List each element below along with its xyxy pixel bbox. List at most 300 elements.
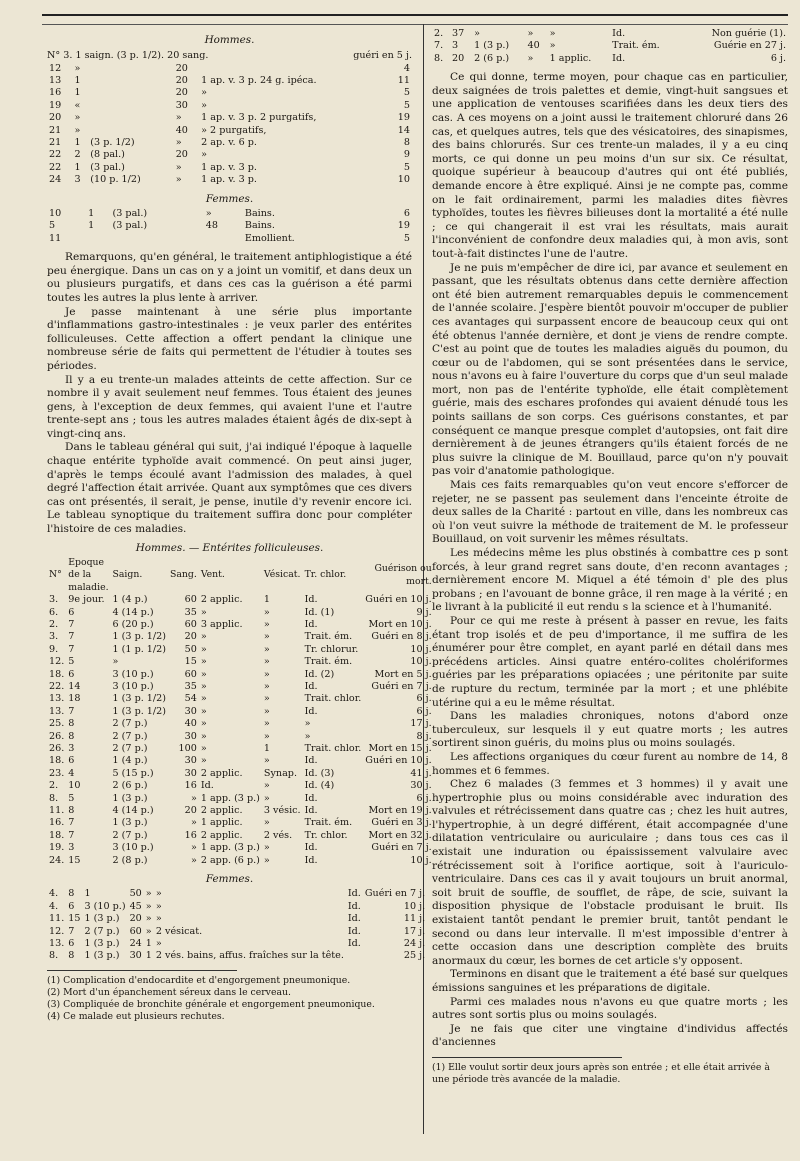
table-cell: 1 (4 p.) [112, 755, 148, 767]
table-cell: 26. [49, 730, 65, 742]
femmes-table [47, 208, 412, 245]
table-row [47, 926, 427, 938]
table-row [47, 174, 412, 186]
paragraph: Chez 6 malades (3 femmes et 3 hommes) il y avait une hypertrophie plus ou moins considérable avec induration des valvules et rétrécissement dans quatre cas ; chez les huit autres, l'hypertrophie, à un degré différent, était accompagnée d'une dilatation ventriculaire ou auriculaire ; dans tous ces cas il existait une induration ou épaississement valvulaire avec rétrécissement soit à l'orifice aortique, soit à l'auriculo-ventriculaire. Dans ces cas il y avait toujours un bruit anormal, soit bruit de souffle, de soufflet, de râpe, de scie, suivant la disposition physique de l'obstacle produisant le bruit. Ils existaient tantôt pendant le premier bruit, tantôt pendant le second ou dans leur intervalle. Il m'est impossible d'entrer à cette occasion dans une description complète des bruits anormaux du cœur, les bornes de cet article s'y opposent. [432, 778, 788, 967]
table-cell: 14 [397, 124, 410, 136]
table-cell: » [200, 681, 207, 692]
table-cell: (10 p. 1/2) [90, 174, 141, 186]
table-cell: Trait. ém. [612, 40, 660, 52]
entero-title: Hommes. — Entérites folliculeuses. [135, 541, 324, 554]
table-cell: (3 pal.) [112, 207, 148, 219]
table-cell: 20 [175, 75, 188, 86]
entero-femmes-title: Femmes. [205, 873, 254, 886]
table-row [47, 681, 434, 693]
table-cell: Id. [304, 842, 318, 854]
right-paragraphs [432, 71, 788, 1050]
table-cell: Trait. chlor. [304, 693, 362, 705]
table-cell: 2 vés. bains, affus. fraîches sur la tête. [155, 950, 344, 962]
table-cell: 4. [49, 888, 59, 900]
table-cell: Id. (1) [304, 606, 335, 618]
table-cell: 1 [74, 161, 81, 173]
table-cell: 60 [184, 618, 197, 630]
table-cell: (3 pal.) [90, 161, 125, 173]
table-cell: » [190, 842, 197, 854]
first-row: N° 3. 1 saign. (3 p. 1/2). 20 sang. guéri en 5 j. [47, 50, 412, 62]
table-cell: 50 [129, 888, 142, 900]
footnote: (2) Mort d'un épanchement séreux dans le cerveau. [47, 986, 291, 998]
table-cell: » [304, 718, 311, 730]
table-cell [86, 233, 110, 245]
table-cell: 6 [403, 207, 410, 219]
table-cell: 11 [397, 75, 410, 86]
paragraph: Terminons en disant que le traitement a été basé sur quelques émissions sanguines et les préparations de digitale. [432, 968, 788, 994]
table-cell: 7 [68, 643, 75, 655]
paragraph: Mais ces faits remarquables qu'on veut encore s'efforcer de rejeter, ne se passent pas seulement dans l'enceinte étroite de deux salles de la Charité : partout en ville, dans les nombreux cas où l'on veut suivre la méthode de traitement de M. le professeur Bouillaud, on voit survenir les mêmes résultats. [432, 479, 788, 546]
table-row [47, 768, 434, 780]
table-cell: » [304, 730, 311, 742]
table-cell: 1 ap. v. 3 p. 2 purgatifs, [201, 112, 317, 124]
column-header: Tr. chlor. [304, 569, 347, 581]
table-cell: 1 [88, 207, 95, 219]
left-column [47, 28, 432, 1023]
table-row [432, 40, 788, 52]
table-cell: 2 (6 p.) [112, 780, 148, 792]
table-cell: 1 app. (3 p.) [200, 842, 260, 854]
table-cell: 3 [68, 743, 75, 755]
table-row [47, 63, 412, 75]
table-cell: Id. [347, 900, 361, 912]
column-header: Saign. [112, 569, 143, 581]
table-cell: 54 [184, 693, 197, 705]
table-cell: 19. [49, 842, 65, 854]
column-header: N° [49, 569, 62, 581]
table-cell: 2 (8 p.) [112, 854, 148, 866]
table-cell: 30 [184, 755, 197, 767]
table-cell: Id. (3) [304, 767, 335, 779]
table-cell: 1 ap. v. 3 p. [201, 161, 257, 173]
table-cell: » [200, 730, 207, 742]
table-cell: 18 [68, 693, 81, 705]
table-cell: 8 [68, 950, 75, 962]
table-cell: 2 (6 p.) [474, 52, 510, 64]
table-cell: » [74, 124, 81, 136]
table-cell: 5 [403, 99, 410, 111]
table-cell: Id. [304, 792, 318, 804]
table-cell: 25 j. [403, 950, 426, 962]
table-row [47, 842, 434, 854]
table-cell: 1 (3 p. 1/2) [112, 693, 166, 705]
table-cell: 5 [403, 232, 410, 244]
table-cell: Mort en 19 j. [368, 805, 432, 817]
table-row [47, 888, 427, 900]
table-cell: 10 j. [403, 900, 426, 912]
footnote: (3) Compliquée de bronchite générale et engorgement pneumonique. [47, 998, 375, 1010]
right-footnote: (1) Elle voulut sortir deux jours après son entrée ; et elle était arrivée à une période très avancée de la maladie. [432, 1061, 770, 1085]
paragraph: Remarquons, qu'en général, le traitement antiphlogistique a été peu énergique. Dans un cas on y a joint un vomitif, et dans deux un ou plusieurs purgatifs, et dans ces cas la guérison a été parmi toutes les autres la plus lente à arriver. [47, 251, 412, 304]
top-rule [42, 14, 788, 25]
table-cell: Guéri en 7 j. [364, 888, 426, 900]
table-row [47, 607, 434, 619]
paragraph: Dans le tableau général qui suit, j'ai indiqué l'époque à laquelle chaque entérite typhoïde avait commencé. On peut ainsi juger, d'après le temps écoulé avant l'admission des malades, à quel degré l'affection était arrivée. Quant aux symptômes que ces divers cas ont présentés, il serait, je pense, inutile d'y revenir encore ici. Le tableau synoptique du traitement suffira donc pour compléter l'histoire de ces maladies. [47, 441, 412, 536]
table-cell: 3 vésic. [263, 805, 301, 817]
table-cell: 6 [68, 900, 75, 912]
table-cell: Guéri en 8 j. [371, 631, 432, 643]
table-cell: 20 [129, 913, 142, 925]
hommes-table [47, 63, 412, 187]
table-row [47, 938, 427, 950]
table-cell: 5 (15 p.) [112, 767, 154, 779]
table-cell: » [155, 938, 162, 950]
table-cell: 1 [84, 888, 91, 900]
table-cell: 3 (10 p.) [84, 900, 126, 912]
table-cell: 5 [403, 87, 410, 99]
table-cell: » [549, 28, 556, 39]
table-cell: 13 [49, 75, 62, 86]
table-cell: » [201, 149, 208, 161]
table-cell: 6 j. [770, 52, 786, 64]
footnote-rule [47, 970, 237, 971]
table-cell: 1 (4 p.) [112, 594, 148, 606]
table-cell: Id. [304, 705, 318, 717]
table-cell: 4 [68, 767, 75, 779]
table-cell: 2 applic. [200, 805, 243, 817]
table-cell: 15 [68, 854, 81, 866]
table-cell: 11. [49, 805, 65, 817]
table-cell: » [201, 99, 208, 111]
table-cell: 3 [74, 174, 81, 186]
table-cell: 1 (3 p.) [112, 792, 148, 804]
table-cell: 1 [74, 75, 81, 86]
table-cell: 24. [49, 854, 65, 866]
table-cell: 1 (1 p. 1/2) [112, 643, 166, 655]
table-cell: 8. [49, 792, 59, 804]
table-cell: 3 [451, 40, 459, 52]
table-cell: Id. (2) [304, 668, 335, 680]
table-cell [346, 950, 363, 962]
table-cell: 1 (3 p.) [474, 40, 510, 52]
table-cell: » [263, 693, 270, 705]
paragraph: Ce qui donne, terme moyen, pour chaque cas en particulier, deux saignées de trois palettes et demie, vingt-huit sangsues et une application de ventouses scarifiées dans les deux tiers des cas. A ces moyens on a joint aussi le traitement chloruré dans 26 cas, et quelques autres, tels que des vésicatoires, des sinapismes, des bains chlorurés. Sur ces trente-un malades, il y a eu cinq morts, ce qui donne un peu moins d'un sur six. Ce résultat, quoique supérieur à beaucoup d'autres qui ont été publiés, demande encore à être expliqué. Ainsi je ne compte pas, comme on le fait ordinairement, parmi les maladies dites fièvres typhoïdes, toutes les fièvres bilieuses dont la mortalité a été nulle ; ce qui changerait il est vrai les résultats, mais aurait l'inconvénient de confondre deux maladies qui, à mon avis, sont tout-à-fait distinctes l'une de l'autre. [432, 71, 788, 260]
table-cell: » [145, 913, 152, 925]
table-row [47, 830, 434, 842]
table-cell: 20 [175, 87, 188, 99]
table-cell: 2 (7 p.) [112, 718, 148, 730]
paragraph: Parmi ces malades nous n'avons eu que quatre morts ; les autres sont sortis plus ou moins soulagés. [432, 995, 788, 1022]
table-row [47, 855, 434, 867]
table-cell: Guérie en 27 j. [713, 40, 786, 52]
table-cell: 1 ap. v. 3 p. 24 g. ipéca. [201, 75, 317, 86]
table-cell: Trait. ém. [304, 656, 353, 668]
table-cell: 10 [49, 207, 62, 219]
table-cell: 10 [397, 174, 410, 186]
table-cell: » [155, 913, 162, 925]
table-cell: » [145, 900, 152, 912]
table-row [47, 743, 434, 755]
table-cell: » [200, 705, 207, 717]
table-cell: Id. [347, 925, 361, 937]
table-cell [88, 100, 173, 112]
table-cell: 9 j. [416, 606, 432, 618]
table-cell: » [205, 207, 212, 219]
table-row [47, 644, 434, 656]
table-cell: Mort en 5 j. [374, 668, 432, 680]
table-cell: » [145, 925, 152, 937]
table-cell: 2 applic. [200, 829, 243, 841]
table-cell: 3. [49, 594, 59, 606]
table-cell: » [263, 705, 270, 717]
table-cell: 11 [49, 232, 62, 244]
table-cell: 8 j. [416, 730, 432, 742]
table-cell: » [112, 656, 119, 668]
table-cell: 6 [68, 668, 75, 680]
table-cell: 30 [129, 950, 142, 962]
table-row [47, 125, 412, 137]
table-cell: 2. [434, 28, 444, 39]
table-cell: 22 [49, 161, 62, 173]
table-cell: » [200, 693, 207, 705]
table-cell: 40 [527, 40, 540, 52]
table-cell: 1 (3 p. 1/2) [112, 631, 166, 643]
table-cell: 10 j. [410, 643, 432, 655]
table-cell: 22. [49, 681, 65, 692]
left-footnotes [47, 975, 412, 1023]
table-cell: » [263, 681, 270, 692]
table-cell: (3 pal.) [112, 220, 148, 232]
table-cell: » [549, 40, 556, 52]
table-cell: » [263, 606, 270, 618]
table-cell: 2 ap. v. 6 p. [201, 137, 257, 149]
table-cell: » [145, 888, 152, 900]
paragraph: Pour ce qui me reste à présent à passer en revue, les faits étant trop isolés et de peu d'importance, il me suffira de les énumérer pour être complet, en ayant parlé en détail dans mes précédens articles. Ainsi quatre entéro-colites cholériformes guéries par les préparations opiacées ; une péritonite par suite de rupture du rectum, terminée par la mort ; et une phlébite utérine qui a eu le même résultat. [432, 614, 788, 709]
table-cell: 7 [68, 925, 75, 937]
column-header: Epoque de la maladie. [68, 556, 109, 593]
table-cell: » [190, 792, 197, 804]
table-cell: 1 applic. [200, 817, 243, 829]
table-cell: 60 [129, 925, 142, 937]
table-row [47, 793, 434, 805]
table-cell: 12. [49, 656, 65, 668]
table-cell: Trait. ém. [304, 631, 353, 643]
table-cell: 2 vés. [263, 829, 293, 841]
table-cell: 24 [49, 174, 62, 186]
table-cell: 4. [49, 900, 59, 912]
table-cell: Id. (4) [304, 780, 335, 792]
table-cell: 25. [49, 718, 65, 730]
table-cell: 8. [49, 950, 59, 962]
table-cell: 4 [403, 62, 410, 74]
table-cell: 37 [451, 28, 465, 39]
table-cell: 13. [49, 693, 65, 705]
table-cell: 1 app. (3 p.) [200, 792, 260, 804]
table-cell: » [263, 730, 270, 742]
table-cell: 1 [74, 137, 81, 149]
table-cell: (3 p. 1/2) [90, 137, 135, 149]
table-cell: Mort en 10 j. [368, 618, 432, 630]
footnote: (4) Ce malade eut plusieurs rechutes. [47, 1010, 225, 1022]
table-cell: 16 [184, 780, 197, 792]
table-cell: » [263, 817, 270, 829]
footnote: (1) Complication d'endocardite et d'engorgement pneumonique. [47, 974, 351, 986]
table-cell: Guéri en 3 j. [371, 817, 432, 829]
table-row [47, 100, 412, 112]
table-cell: 30 [184, 730, 197, 742]
table-cell: » [175, 161, 182, 173]
table-cell: » [263, 618, 270, 630]
table-cell: 21 [49, 124, 62, 136]
table-cell: 2 [74, 149, 81, 161]
table-cell: 8 [403, 137, 410, 149]
table-row [47, 75, 412, 87]
table-cell: 2 (7 p.) [84, 925, 120, 937]
paragraph: Je passe maintenant à une série plus importante d'inflammations gastro-intestinales : je veux parler des entérites folliculeuses. Cette affection a offert pendant la clinique une nombreuse série de faits qui permettent de l'étudier à toutes ses périodes. [47, 305, 412, 372]
table-cell: Id. [200, 780, 214, 792]
table-cell: 3 applic. [200, 618, 243, 630]
table-cell [88, 75, 173, 87]
table-cell: 30 [184, 705, 197, 717]
table-cell: » [527, 52, 534, 64]
table-cell: 19 [49, 99, 62, 111]
table-cell: 7. [434, 40, 444, 52]
table-cell: 1 (3 p.) [84, 938, 120, 950]
table-cell: 3. [49, 631, 59, 643]
table-cell: » [175, 137, 182, 149]
left-paragraphs [47, 251, 412, 536]
entero-femmes-table [47, 888, 427, 962]
table-cell: 1 (3 p.) [84, 913, 120, 925]
table-cell: 13. [49, 705, 65, 717]
table-cell: Id. [304, 618, 318, 630]
table-cell: 3 (10 p.) [112, 668, 154, 680]
table-cell: 2. [49, 780, 59, 792]
table-cell: 35 [184, 606, 197, 618]
table-cell: 15 [184, 656, 197, 668]
table-row [47, 718, 434, 730]
table-cell: 6 [68, 755, 75, 767]
table-cell: Non guérie (1). [711, 28, 786, 39]
table-cell: » [263, 668, 270, 680]
table-cell: 100 [178, 743, 197, 755]
table-cell: 7 [68, 618, 75, 630]
table-cell: » [175, 112, 182, 124]
table-cell: » [263, 792, 270, 804]
paragraph: Les affections organiques du cœur furent au nombre de 14, 8 hommes et 6 femmes. [432, 750, 788, 777]
table-row [47, 220, 412, 232]
table-cell: » [155, 900, 162, 912]
table-cell: 19 [397, 112, 410, 124]
table-cell: 6 (20 p.) [112, 618, 154, 630]
table-cell: » [201, 87, 208, 99]
table-cell: 20 [184, 805, 197, 817]
table-cell: Id. [612, 28, 626, 39]
table-cell: 6 j. [416, 792, 432, 804]
table-cell: 1 (3 p.) [112, 817, 148, 829]
table-cell: » [200, 755, 207, 767]
table-row [47, 755, 434, 767]
table-cell: Mort en 32 j. [368, 829, 432, 841]
table-cell: » [263, 643, 270, 655]
table-cell: » [263, 656, 270, 668]
table-row [47, 950, 427, 962]
table-row [47, 87, 412, 99]
table-row [47, 619, 434, 631]
paragraph: Il y a eu trente-un malades atteints de cette affection. Sur ce nombre il y avait seulement neuf femmes. Tous étaient des jeunes gens, à l'exception de deux femmes, qui avaient l'une et l'autre trente-sept ans ; tous les autres malades étaient âgés de dix-sept à vingt-cinq ans. [47, 373, 412, 440]
table-cell: 5 [49, 220, 56, 232]
table-cell: 6 [68, 606, 75, 618]
table-cell: 9e jour. [68, 594, 105, 606]
table-cell: » [263, 842, 270, 854]
table-cell: 4 (14 p.) [112, 606, 154, 618]
table-cell [204, 233, 243, 245]
table-cell: 3 [68, 842, 75, 854]
table-cell: » [200, 643, 207, 655]
table-cell [88, 87, 173, 99]
table-row [47, 233, 412, 245]
right-column [432, 28, 788, 1086]
table-cell: » [190, 854, 197, 866]
table-row [47, 913, 427, 925]
table-cell: 40 [175, 124, 188, 136]
table-cell: 1 [145, 938, 152, 950]
table-cell [88, 125, 173, 137]
table-cell: 9. [49, 643, 59, 655]
table-cell: Id. [304, 681, 318, 692]
table-cell: 4 (14 p.) [112, 805, 154, 817]
table-cell: 8 [68, 805, 75, 817]
table-cell: 20 [184, 631, 197, 643]
paragraph: Je ne fais que citer une vingtaine d'individus affectés d'anciennes [432, 1022, 788, 1049]
table-row [47, 149, 412, 161]
table-cell: 30 [175, 99, 188, 111]
table-cell: 60 [184, 668, 197, 680]
table-cell: 35 [184, 681, 197, 692]
column-header: Vésicat. [263, 569, 301, 581]
table-cell: 16 [49, 87, 62, 99]
table-cell: 3 (10 p.) [112, 842, 154, 854]
table-row [47, 594, 434, 606]
table-cell: 13. [49, 938, 65, 950]
table-cell: » [263, 755, 270, 767]
table-cell: (8 pal.) [90, 149, 125, 161]
table-cell: 17 j. [410, 718, 432, 730]
table-cell: 50 [184, 643, 197, 655]
table-row [47, 631, 434, 643]
table-row [47, 706, 434, 718]
table-cell: » [263, 854, 270, 866]
table-row [47, 805, 434, 817]
table-cell: 7 [68, 829, 75, 841]
table-cell: 22 [49, 149, 62, 161]
table-cell: 6 j. [416, 705, 432, 717]
table-cell: 5 [68, 656, 75, 668]
table-cell: 18. [49, 829, 65, 841]
table-cell: 2 (7 p.) [112, 743, 148, 755]
table-cell: 2 (7 p.) [112, 829, 148, 841]
table-cell: Synap. [263, 767, 297, 779]
table-cell: 1 [263, 594, 271, 606]
table-cell: 11 j. [403, 913, 426, 925]
table-row [47, 656, 434, 668]
table-row [47, 162, 412, 174]
table-row [47, 208, 412, 220]
table-row [47, 731, 434, 743]
footnote-rule-right [432, 1057, 622, 1058]
table-cell: 1 (3 p.) [84, 950, 120, 962]
table-cell: Tr. chlor. [304, 829, 348, 841]
table-cell: 1 [145, 950, 152, 962]
table-cell: 2 vésicat. [155, 925, 203, 937]
table-cell: 7 [68, 817, 75, 829]
table-cell: Id. [347, 913, 361, 925]
